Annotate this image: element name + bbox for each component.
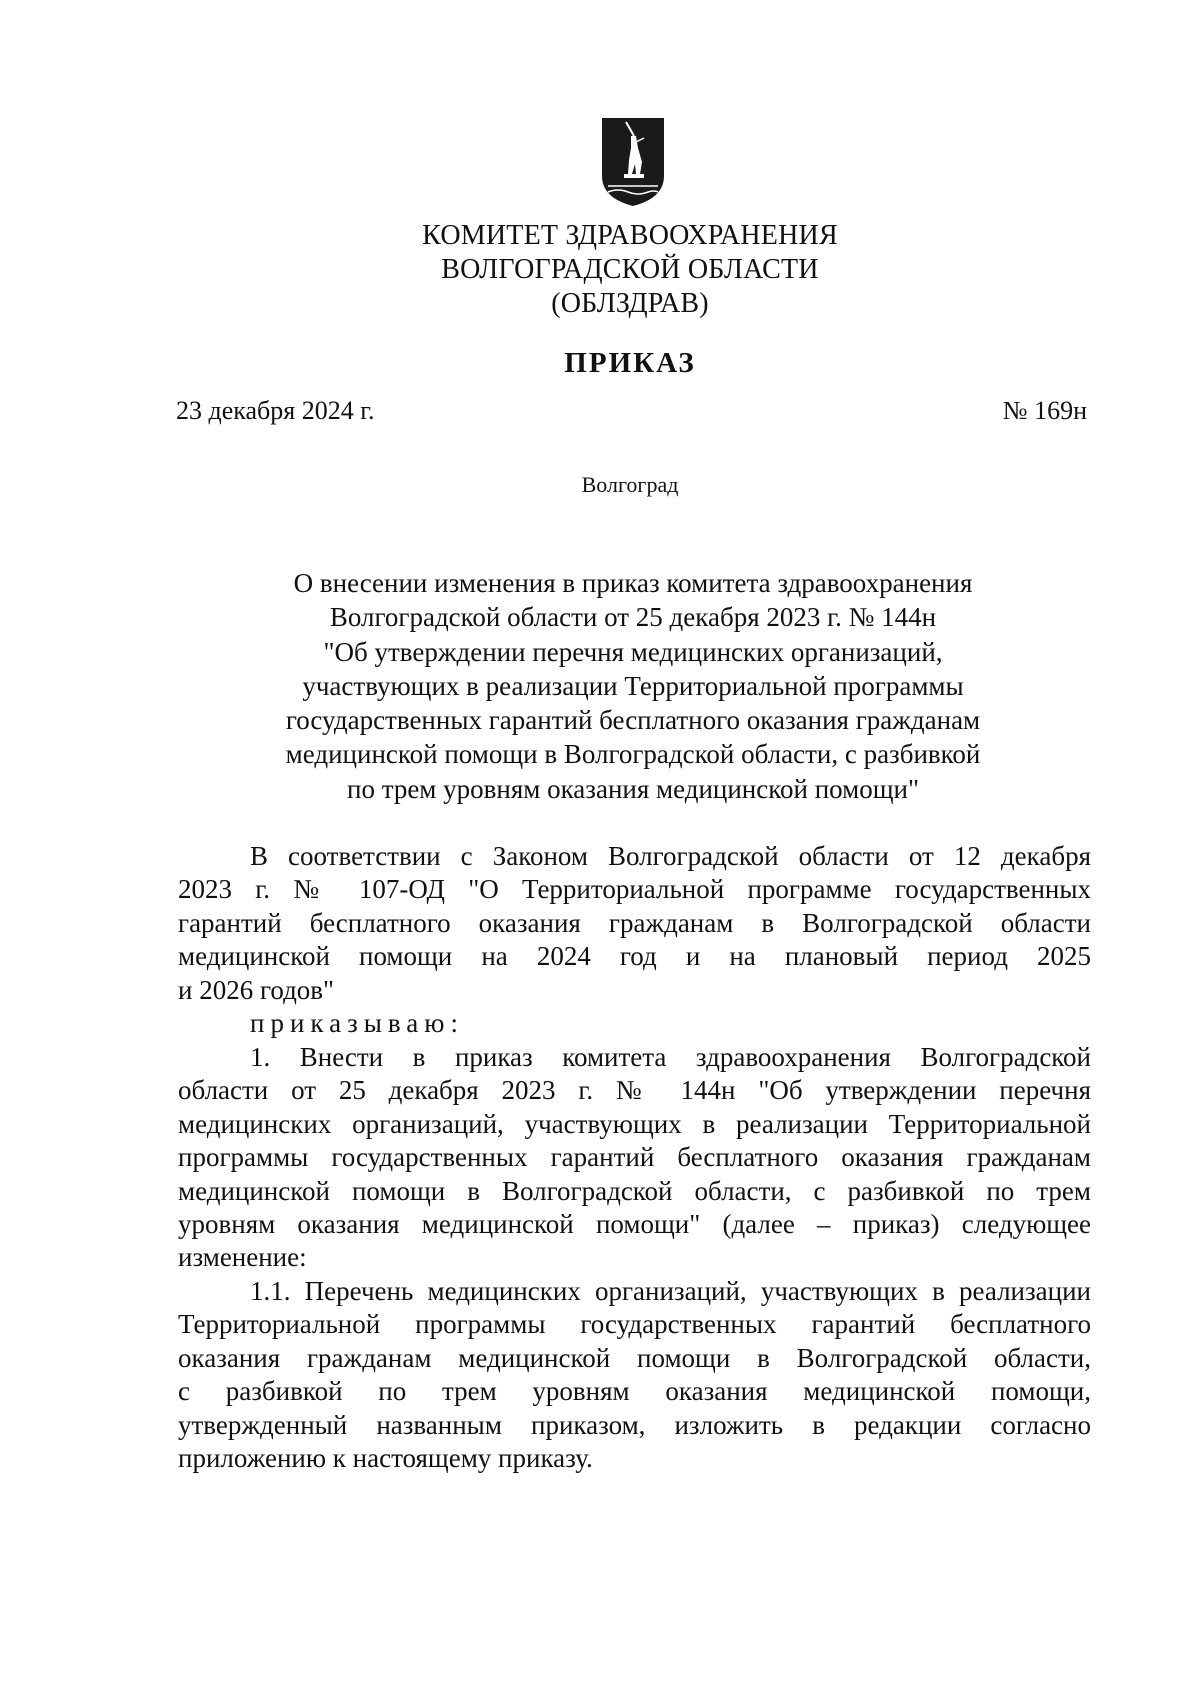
title-line: по трем уровням оказания медицинской помощи" xyxy=(347,773,919,804)
paragraph-line: и 2026 годов" xyxy=(178,974,335,1005)
paragraph-line: уровням оказания медицинской помощи" (далее – приказ) следующее xyxy=(178,1209,1091,1240)
paragraph-line: приложению к настоящему приказу. xyxy=(178,1443,593,1474)
order-word: приказываю: xyxy=(250,1008,464,1038)
paragraph-line: 1.1. Перечень медицинских организаций, участвующих в реализации xyxy=(250,1276,1091,1306)
paragraph-line: В соответствии с Законом Волгоградской области от 12 декабря xyxy=(250,841,1091,871)
preamble-paragraph xyxy=(178,840,1091,1007)
paragraph-line: гарантий бесплатного оказания гражданам в Волгоградской области xyxy=(178,907,1091,938)
order-word-paragraph xyxy=(178,1007,1091,1040)
item-1-paragraph xyxy=(178,1041,1091,1275)
volgograd-coat-of-arms-icon xyxy=(598,114,668,210)
document-city: Волгоград xyxy=(581,472,679,497)
paragraph-line: с разбивкой по трем уровням оказания медицинской помощи, xyxy=(178,1376,1091,1407)
paragraph-line: Территориальной программы государственных гарантий бесплатного xyxy=(178,1309,1091,1340)
org-name-line-1: КОМИТЕТ ЗДРАВООХРАНЕНИЯ xyxy=(422,220,838,251)
title-line: О внесении изменения в приказ комитета здравоохранения xyxy=(293,568,973,598)
title-line: государственных гарантий бесплатного оказания гражданам xyxy=(285,705,981,736)
document-date: 23 декабря 2024 г. xyxy=(176,396,375,425)
paragraph-line: медицинской помощи в Волгоградской области, с разбивкой по трем xyxy=(178,1175,1091,1206)
paragraph-line: 1. Внести в приказ комитета здравоохранения Волгоградской xyxy=(250,1042,1091,1072)
org-name-line-2: ВОЛГОГРАДСКОЙ ОБЛАСТИ xyxy=(441,254,819,285)
document-type: ПРИКАЗ xyxy=(564,347,696,379)
title-line: медицинской помощи в Волгоградской области, с разбивкой xyxy=(285,739,981,770)
title-line: Волгоградской области от 25 декабря 2023 г. № 144н xyxy=(329,602,937,633)
org-name-line-3: (ОБЛЗДРАВ) xyxy=(551,288,709,319)
title-line: "Об утверждении перечня медицинских организаций, xyxy=(323,636,943,667)
title-line: участвующих в реализации Территориальной программы xyxy=(302,670,964,701)
document-title xyxy=(200,566,1066,806)
paragraph-line: области от 25 декабря 2023 г. № 144н "Об утверждении перечня xyxy=(178,1075,1091,1106)
paragraph-line: 2023 г. № 107-ОД "О Территориальной программе государственных xyxy=(178,874,1091,905)
paragraph-line: утвержденный названным приказом, изложить в редакции согласно xyxy=(178,1409,1091,1440)
paragraph-line: медицинских организаций, участвующих в реализации Территориальной xyxy=(178,1108,1091,1139)
document-number: № 169н xyxy=(1002,396,1087,425)
paragraph-line: программы государственных гарантий бесплатного оказания гражданам xyxy=(178,1142,1091,1173)
paragraph-line: медицинской помощи на 2024 год и на плановый период 2025 xyxy=(178,941,1091,972)
paragraph-line: изменение: xyxy=(178,1242,307,1273)
item-1-1-paragraph xyxy=(178,1275,1091,1475)
paragraph-line: оказания гражданам медицинской помощи в Волгоградской области, xyxy=(178,1342,1091,1373)
